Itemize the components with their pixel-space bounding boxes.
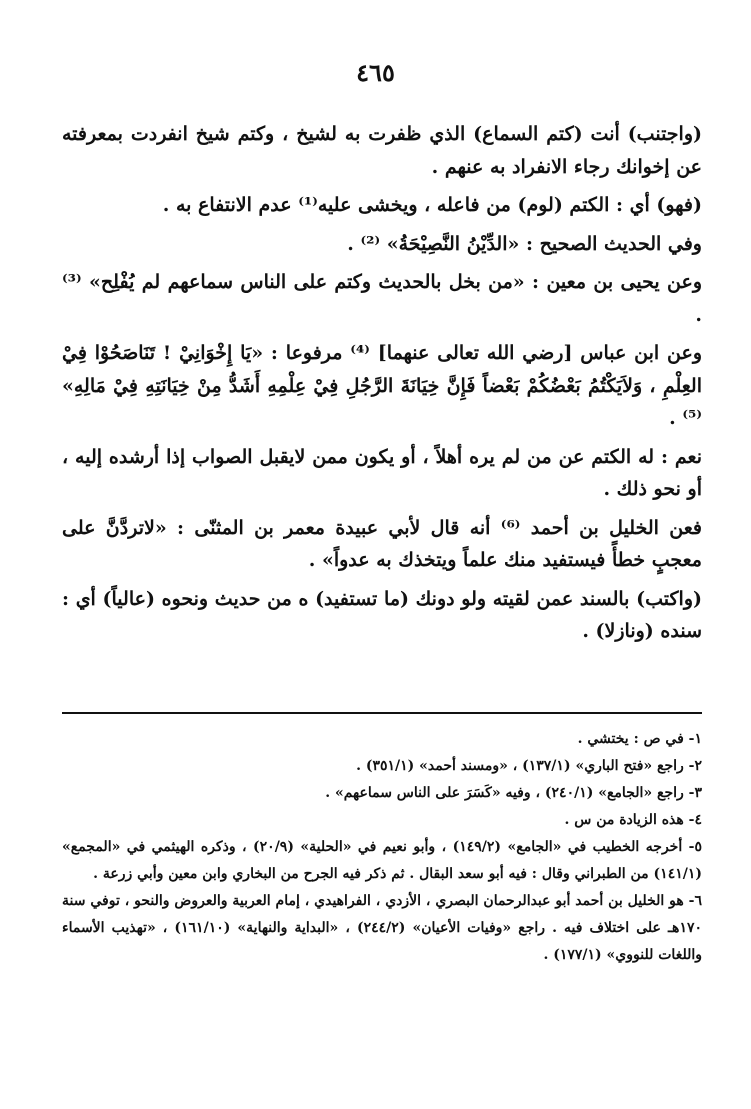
footnote-1: ١- في ص : يختشي . bbox=[577, 731, 702, 747]
footnote-2: ٢- راجع «فتح الباري» (١٣٧/١) ، «ومسند أحمد» (٣٥١/١) . bbox=[356, 758, 702, 774]
footnotes bbox=[62, 726, 702, 969]
paragraph-5: وعن ابن عباس [رضي الله تعالى عنهما] ⁽⁴⁾ مرفوعا : «يَا إِخْوَانِيْ ! تَنَاصَحُوْا فِيْ العِلْمِ ، وَلاَيَكْتُمُ بَعْضُكُمْ بَعْضاً فَإِنَّ خِيَانَةَ الرَّجُلِ فِيْ عِلْمِهِ أَشَدُّ مِنْ خِيَانَتِهِ فِيْ مَالِهِ» ⁽⁵⁾ . bbox=[62, 342, 702, 429]
page-number: ٤٦٥ bbox=[356, 58, 395, 87]
paragraph-1: (واجتنب) أنت (كتم السماع) الذي ظفرت به لشيخ ، وكتم شيخ انفردت بمعرفته عن إخوانك رجاء الانفراد به عنهم . bbox=[62, 123, 702, 178]
paragraph-4: وعن يحيى بن معين : «من بخل بالحديث وكتم على الناس سماعهم لم يُفْلِح» ⁽³⁾ . bbox=[62, 271, 702, 326]
main-text bbox=[62, 118, 702, 654]
paragraph-8: (واكتب) بالسند عمن لقيته ولو دونك (ما تستفيد) ه من حديث ونحوه (عالياً) أي : سنده (ونازلا) . bbox=[62, 587, 702, 642]
footnote-5: ٥- أخرجه الخطيب في «الجامع» (١٤٩/٢) ، وأبو نعيم في «الحلية» (٢٠/٩) ، وذكره الهيثمي في «المجمع» (١٤١/١) من الطبراني وقال : فيه أبو سعد البقال . ثم ذكر فيه الجرح من البخاري وابن معين وأبي زرعة . bbox=[62, 839, 703, 882]
footnote-4: ٤- هذه الزيادة من س . bbox=[564, 812, 702, 828]
paragraph-2: (فهو) أي : الكتم (لوم) من فاعله ، ويخشى عليه⁽¹⁾ عدم الانتفاع به . bbox=[162, 194, 702, 216]
footnote-3: ٣- راجع «الجامع» (٢٤٠/١) ، وفيه «كَسَرَ على الناس سماعهم» . bbox=[325, 785, 702, 801]
paragraph-3: وفي الحديث الصحيح : «الدِّيْنُ النَّصِيْحَةُ» ⁽²⁾ . bbox=[347, 232, 702, 255]
paragraph-6: نعم : له الكتم عن من لم يره أهلاً ، أو يكون ممن لايقبل الصواب إذا أرشده إليه ، أو نحو ذلك . bbox=[62, 445, 702, 500]
paragraph-7: فعن الخليل بن أحمد ⁽⁶⁾ أنه قال لأبي عبيدة معمر بن المثنّى : «لاتردَّنَّ على معجبٍ خطأً فيستفيد منك علماً ويتخذك به عدواً» . bbox=[62, 516, 702, 571]
footnote-6: ٦- هو الخليل بن أحمد أبو عبدالرحمان البصري ، الأزدي ، الفراهيدي ، إمام العربية والعروض والنحو ، توفي سنة ١٧٠هـ على اختلاف فيه . راجع «وفيات الأعيان» (٢٤٤/٢) ، «البداية والنهاية» (١٦١/١٠) ، «تهذيب الأسماء واللغات للنووي» (١٧٧/١) . bbox=[62, 893, 703, 963]
footnote-divider bbox=[62, 712, 702, 714]
